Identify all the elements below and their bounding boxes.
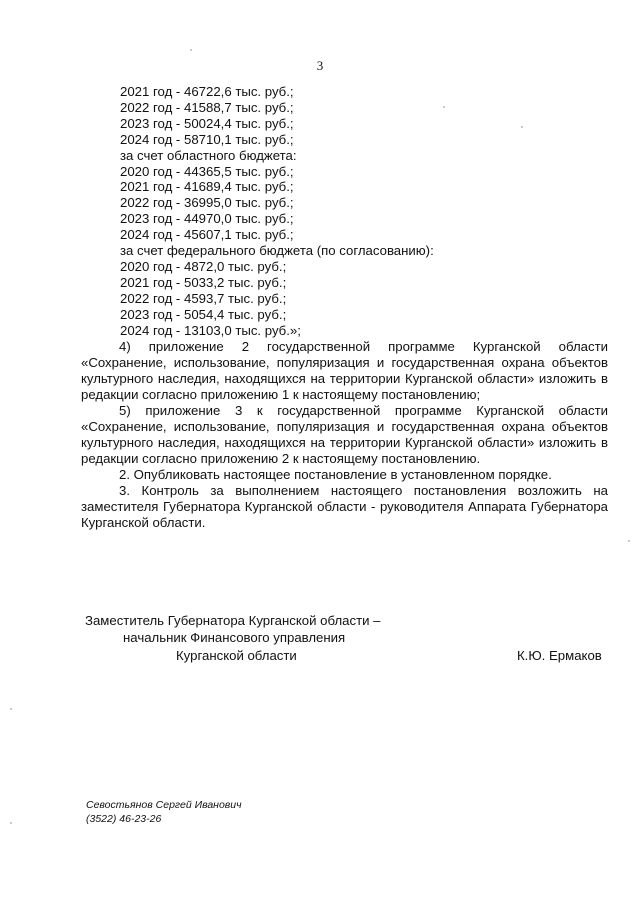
paragraph-publish: 2. Опубликовать настоящее постановление в установленном порядке. xyxy=(119,467,552,482)
amount-line: 2020 год - 44365,5 тыс. руб.; xyxy=(120,163,294,179)
executor-phone: (3522) 46-23-26 xyxy=(86,813,162,825)
executor-info xyxy=(86,798,242,826)
signatory-title-line-3: Курганской области xyxy=(176,648,297,663)
page-number: 3 xyxy=(316,58,324,73)
executor-name: Севостьянов Сергей Иванович xyxy=(86,799,242,811)
amount-heading-regional: за счет областного бюджета: xyxy=(120,147,297,163)
scan-speck xyxy=(628,540,630,542)
amount-line: 2022 год - 41588,7 тыс. руб.; xyxy=(120,99,294,115)
signature-block xyxy=(0,612,640,672)
amount-heading-federal: за счет федерального бюджета (по согласованию): xyxy=(120,243,434,259)
amount-line: 2021 год - 46722,6 тыс. руб.; xyxy=(120,84,294,99)
paragraph-control: 3. Контроль за выполнением настоящего постановления возложить на заместителя Губернатора Курганской области - руководителя Аппарата Губернатора Курганской области. xyxy=(81,483,608,530)
scan-speck xyxy=(190,49,192,51)
signatory-title-line-1: Заместитель Губернатора Курганской области – xyxy=(85,613,381,628)
amount-line: 2023 год - 44970,0 тыс. руб.; xyxy=(120,211,294,227)
resolution-body xyxy=(81,339,608,531)
amount-line: 2021 год - 5033,2 тыс. руб.; xyxy=(120,274,287,290)
amount-line: 2022 год - 36995,0 тыс. руб.; xyxy=(120,195,294,211)
scan-speck xyxy=(521,126,523,128)
amount-line: 2021 год - 41689,4 тыс. руб.; xyxy=(120,179,294,195)
paragraph-item-5: 5) приложение 3 к государственной программе Курганской области «Сохранение, использование, популяризация и государственная охрана объектов культурного наследия, находящихся на территории Курганской области» изложить в редакции согласно приложению 2 к настоящему постановлению. xyxy=(81,403,608,466)
amount-line: 2022 год - 4593,7 тыс. руб.; xyxy=(120,290,287,306)
amount-line: 2020 год - 4872,0 тыс. руб.; xyxy=(120,258,287,274)
paragraph-item-4: 4) приложение 2 государственной программе Курганской области «Сохранение, использование, популяризация и государственная охрана объектов культурного наследия, находящихся на территории Курганской области» изложить в редакции согласно приложению 1 к настоящему постановлению; xyxy=(81,339,608,402)
funding-amounts-list xyxy=(120,84,560,339)
amount-line: 2024 год - 45607,1 тыс. руб.; xyxy=(120,227,294,243)
scan-speck xyxy=(443,106,445,108)
signatory-title-line-2: начальник Финансового управления xyxy=(123,630,346,645)
amount-line: 2023 год - 50024,4 тыс. руб.; xyxy=(120,115,294,131)
signatory-name: К.Ю. Ермаков xyxy=(517,648,602,663)
amount-line: 2024 год - 58710,1 тыс. руб.; xyxy=(120,131,294,147)
amount-line: 2024 год - 13103,0 тыс. руб.»; xyxy=(120,322,301,338)
scan-speck xyxy=(10,708,12,710)
amount-line: 2023 год - 5054,4 тыс. руб.; xyxy=(120,306,287,322)
scan-speck xyxy=(10,822,12,824)
